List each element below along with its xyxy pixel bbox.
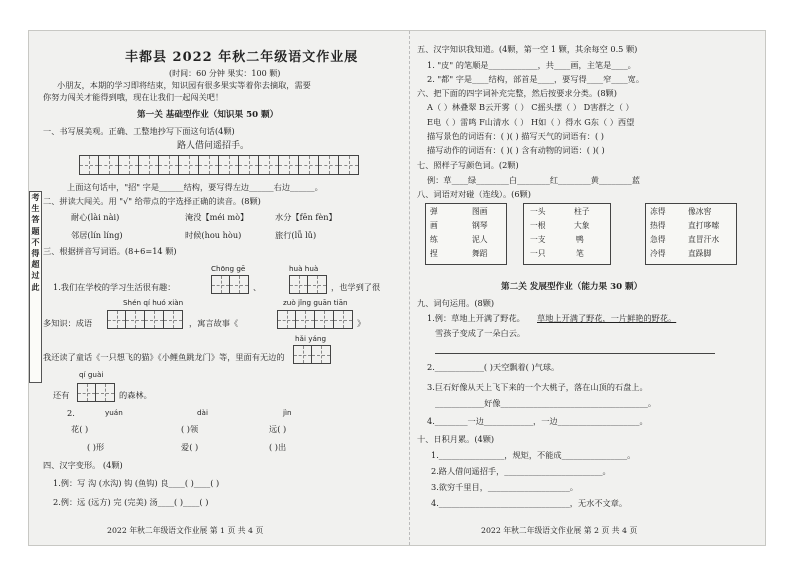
q3-blank[interactable]: ( )出 — [269, 442, 287, 452]
q9-prompt-1: 雪孩子变成了一朵白云。 — [435, 328, 526, 338]
q6-class-1[interactable]: 描写景色的词语有：( )( ) 描写天气的词语有：( ) — [427, 131, 604, 141]
q3-line-4b: 的森林。 — [119, 390, 152, 400]
q10-heading: 十、日积月累。(4颗) — [417, 434, 495, 444]
q5-line-1[interactable]: 1. "皮" 的笔顺是____________，共____画，主笔是____。 — [427, 60, 636, 70]
q10-line-1[interactable]: 1.________________，规矩，不能成________________。 — [431, 450, 636, 460]
q5-heading: 五、汉字知识我知道。(4颗，第一空 1 颗，其余每空 0.5 颗) — [417, 44, 638, 54]
q3-line-4a: 还有 — [53, 390, 70, 400]
pinyin: zuò jǐng guān tiān — [283, 298, 348, 307]
q4-heading: 四、汉字变形。 (4颗) — [43, 460, 123, 470]
q9-heading: 九、词句运用。(8颗) — [417, 298, 495, 308]
q3-line-1a: 1.我们在学校的学习生活很有趣： — [53, 282, 176, 292]
q3-sep: 、 — [253, 282, 262, 292]
q2-heading: 二、拼读大闯关。用 "√" 给带点的字选择正确的读音。(8颗) — [43, 196, 261, 206]
q3-heading: 三、根据拼音写词语。(8+6=14 颗) — [43, 246, 177, 256]
q3-sub2: 2. — [67, 408, 75, 418]
level-1-heading: 第一关 基础型作业（知识果 50 颗） — [137, 110, 279, 120]
match-box-2[interactable]: 一头 柱子 一根 大象 一支 鸭 一只 笔 — [523, 203, 611, 265]
match-box-1[interactable]: 弹 图画 画 钢琴 练 泥人 捏 舞蹈 — [425, 203, 507, 265]
answer-grid[interactable] — [289, 275, 327, 294]
time-score: (时间：60 分钟 果实：100 颗) — [169, 69, 281, 78]
q3-line-1c: ，也学到了很 — [331, 282, 381, 292]
q6-row-1[interactable]: A（ ）林叠翠 B云开雾（ ） C摇头摆（ ） D害群之（ ） — [427, 102, 634, 112]
pinyin: Chōng gē — [211, 264, 246, 273]
q3-blank[interactable]: ( )领 — [181, 424, 199, 434]
q10-line-3[interactable]: 3.欲穷千里目，____________________。 — [431, 482, 578, 492]
q6-heading: 六、把下面的四字词补充完整，然后按要求分类。(8颗) — [417, 88, 617, 98]
q9-line-2[interactable]: 2.____________( )天空飘着( )气球。 — [427, 362, 560, 372]
q3-line-2c: 》 — [357, 318, 366, 328]
answer-grid[interactable] — [277, 310, 353, 329]
q1-structure-line: 上面这句话中，"招" 字是______结构，要写得左边______右边______。 — [67, 182, 323, 192]
q1-heading: 一、书写展美观。正确、工整地抄写下面这句话(4颗) — [43, 126, 235, 136]
pinyin: jìn — [283, 408, 292, 417]
answer-grid[interactable] — [293, 345, 331, 364]
q3-blank[interactable]: 远( ) — [269, 424, 287, 434]
answer-grid[interactable] — [77, 383, 115, 402]
q9-line-3b[interactable]: ____________好像____________________________________。 — [435, 398, 657, 408]
q3-line-2b: ，寓言故事《 — [189, 318, 239, 328]
page-footer: 2022 年秋二年级语文作业展 第 1 页 共 4 页 — [107, 526, 264, 535]
q3-line-2a: 多知识：成语 — [43, 318, 93, 328]
q2-option[interactable]: 旅行(lǚ lǔ) — [275, 230, 317, 240]
q1-sentence: 路人借问遥招手。 — [177, 141, 250, 151]
q10-line-2[interactable]: 2.路人借问遥招手，________________________。 — [431, 466, 611, 476]
q6-row-2[interactable]: E电（ ）雷鸣 F山清水（ ） H如（ ）得水 G东（ ）西望 — [427, 117, 635, 127]
exam-sheet — [28, 30, 766, 546]
q10-line-4[interactable]: 4.________________________________，无水不文章。 — [431, 498, 628, 508]
pinyin: qí guài — [79, 370, 104, 379]
q4-line-1[interactable]: 1.例：写 沟 (水沟) 钩 (鱼钩) 良____( )____( ) — [53, 478, 220, 488]
q9-ex-answer: 草地上开满了野花，一片鲜艳的野花。 — [537, 313, 677, 323]
q5-line-2[interactable]: 2. "都" 字是____结构，部首是____，要写得____窄____宽。 — [427, 74, 645, 84]
q2-option[interactable]: 时候(hou hòu) — [185, 230, 242, 240]
pinyin: dài — [197, 408, 208, 417]
q4-line-2[interactable]: 2.例：远 (远方) 完 (完美) 汤____( )____( ) — [53, 497, 209, 507]
q7-heading: 七、照样子写颜色词。(2颗) — [417, 160, 519, 170]
q3-blank[interactable]: ( )形 — [87, 442, 105, 452]
q3-blank[interactable]: 爱( ) — [181, 442, 199, 452]
pinyin: Shén qí huó xiàn — [123, 298, 184, 307]
pinyin: yuán — [105, 408, 123, 417]
intro-line-1: 小朋友，本期的学习即将结束，知识园有很多果实等着你去摘取，需要 — [57, 80, 311, 90]
page-divider — [409, 31, 410, 545]
intro-line-2: 你努力闯关才能得到哦，现在让我们一起闯关吧！ — [43, 92, 224, 102]
q6-class-2[interactable]: 描写动作的词语有：( )( ) 含有动物的词语：( )( ) — [427, 145, 605, 155]
page-1 — [39, 31, 399, 545]
page-title: 丰都县 2022 年秋二年级语文作业展 — [125, 50, 359, 65]
pinyin: hǎi yáng — [295, 334, 327, 343]
match-box-3[interactable]: 冻得 像冰窖 热得 直打哆嗦 急得 直冒汗水 冷得 直跺脚 — [645, 203, 737, 265]
q3-line-3: 我还读了童话《一只想飞的猫》《小鲤鱼跳龙门》等，里面有无边的 — [43, 352, 285, 362]
level-2-heading: 第二关 发展型作业（能力果 30 颗） — [501, 282, 643, 292]
q2-option[interactable]: 邻居(lín líng) — [71, 230, 123, 240]
q2-option[interactable]: 淹没【méi mò】 — [185, 212, 249, 222]
page-footer: 2022 年秋二年级语文作业展 第 2 页 共 4 页 — [481, 526, 638, 535]
page-2 — [417, 31, 763, 545]
q9-ex-label: 1.例：草地上开满了野花。 — [427, 313, 525, 323]
pinyin: huà huà — [289, 264, 319, 273]
q9-line-3: 3.巨石好像从天上飞下来的一个大桃子，落在山顶的石盘上。 — [427, 382, 648, 392]
q8-heading: 八、词语对对碰（连线）。(6颗) — [417, 189, 531, 199]
q9-line-4[interactable]: 4.________一边____________，一边____________________。 — [427, 416, 648, 426]
q7-example[interactable]: 例：草____绿________白________红________黄________蓝 — [427, 175, 640, 185]
q1-writing-grid[interactable] — [79, 155, 359, 175]
q2-option[interactable]: 耐心(lài nài) — [71, 212, 120, 222]
binding-margin-notice: 考 生 答 题 不 得 超 过 此 — [29, 191, 42, 383]
answer-line[interactable] — [435, 345, 715, 354]
answer-grid[interactable] — [211, 275, 249, 294]
answer-grid[interactable] — [107, 310, 183, 329]
q2-option[interactable]: 水分【fēn fèn】 — [275, 212, 337, 222]
q3-blank[interactable]: 花( ) — [71, 424, 89, 434]
